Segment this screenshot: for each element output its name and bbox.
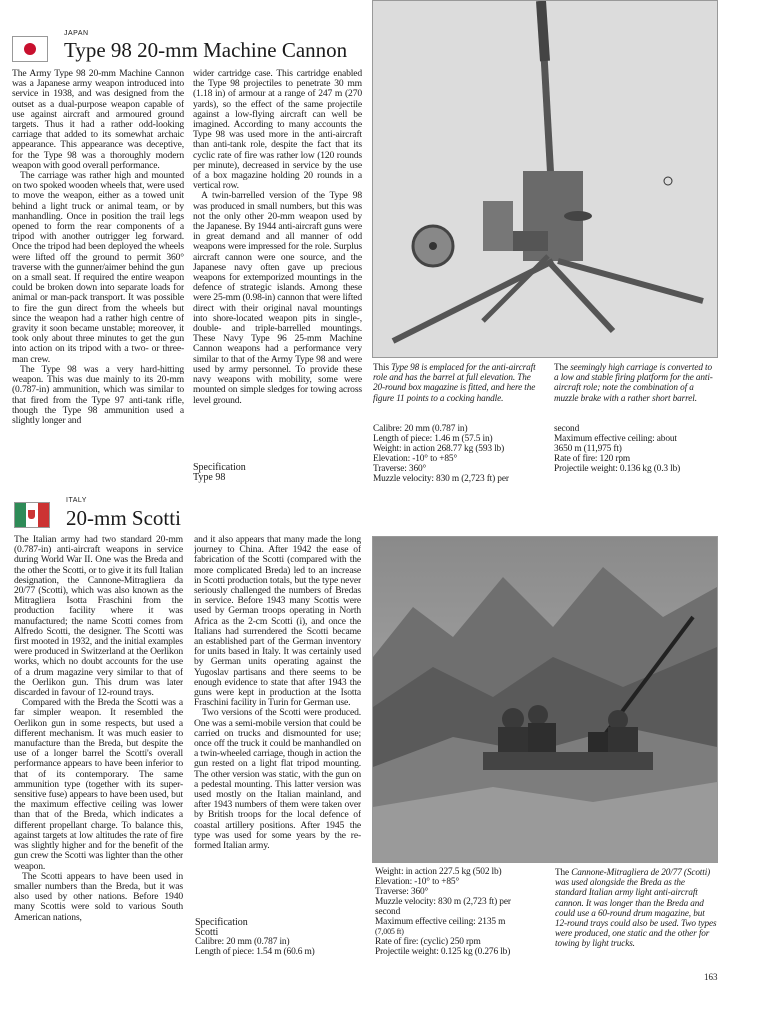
photo-caption-type98 [373,362,540,403]
spec-name: Scotti [195,927,219,938]
paragraph: The Italian army had two standard 20-mm (0.787-in) anti-aircraft weapons in service during World War II. One was the Breda and the other the Scotti, or to give it its full Italian designation, the Cannone-Mitragliera da 20/77 (Scotti), which was also known as the Mitragliera Isotta Fraschini from the production facility where it was manufactured; the name Scotti comes from Alfredo Scotti, the designer. The Scotti was first mooted in 1932, and the initial examples were produced in Switzerland at the Oerlikon works, which no doubt accounts for the use of a drum magazine very similar to that of the Oerlikon gun. This drum was later discarded in favour of 12-round trays. [14,535,183,699]
paragraph: The carriage was rather high and mounted on two spoked wooden wheels that, were used to move the weapon, either as a towed unit behind a light truck or animal team, or by manhandling. Once in position the trail legs opened to form the rear components of a tripod with another outrigger leg forward. Once the tripod had been deployed the wheels were lifted off the ground to permit 360° traverse with the gunner/aimer behind the gun on a small seat. If required the entire weapon could be broken down into separate loads for animal or man-pack transport. It was possible to fire the gun direct from the wheels but since the weapon had a rather high centre of gravity it soon became unstable; moreover, it took only about three minutes to get the gun into action on its tripod with a two- or three-man crew. [12,170,184,365]
spec-line: Calibre: 20 mm (0.787 in) [373,424,468,434]
spec-line: Rate of fire: 120 rpm [554,454,630,464]
type98-gun-illustration [373,1,717,357]
spec-line: Maximum effective ceiling: 2135 m [375,917,506,927]
spec-line: Projectile weight: 0.136 kg (0.3 lb) [554,464,681,474]
paragraph: The Scotti appears to have been used in smaller numbers than the Breda, but it was also used by other nations. Before 1940 many Scottis were sold to various South American nations, [14,870,183,923]
italy-flag [14,502,50,528]
paragraph: The Type 98 was a very hard-hitting weapon. This was due mainly to its 20-mm (0.787-in) ammunition, which was similar to that fired from the Type 97 anti-tank rifle, though the Type 98 ammunition used a slightly longer and [12,363,184,426]
paragraph: wider cartridge case. This cartridge enabled the Type 98 projectiles to penetrate 30 mm (1.18 in) of armour at a range of 247 m (270 yards), so the effect of the same projectile against a low-flying aircraft can well be imagined. According to many accounts the Type 98 was used more in the anti-aircraft than anti-tank role, despite the fact that its cyclic rate of fire was rather low (120 rounds per minute), decreased in service by the use of a box magazine holding 20 rounds in a vertical row. [193,69,362,192]
article-column-2 [194,535,361,907]
caption-lead: This [373,362,389,372]
italy-crest-icon [28,510,35,519]
spec-line: Maximum effective ceiling: about [554,434,677,444]
article-column-1 [14,535,183,960]
page-number: 163 [704,972,718,982]
spec-line: Elevation: -10° to +85° [375,877,460,887]
article-title-type98: Type 98 20-mm Machine Cannon [64,38,348,62]
article-column-1 [12,69,184,484]
spec-line: Weight: in action 268.77 kg (593 lb) [373,444,505,454]
spec-list-right [554,424,724,474]
photo-caption-scotti [555,867,718,949]
country-label-italy: ITALY [66,497,87,504]
paragraph: The Army Type 98 20-mm Machine Cannon was a Japanese army weapon introduced into service in 1938, and was designed from the outset as a dual-purpose weapon capable of use against aircraft and armoured ground targets. Thus it had a rather odd-looking carriage that added to its somewhat archaic appearance. This appearance was deceptive, for the Type 98 was a thoroughly modern weapon with good overall performance. [12,69,184,171]
spec-line: Muzzle velocity: 830 m (2,723 ft) per [373,474,509,484]
spec-list-scotti [195,937,365,957]
spec-line: second [375,907,401,917]
spec-list-left [373,424,548,484]
japan-flag [12,36,48,62]
spec-line: Elevation: -10° to +85° [373,454,458,464]
spec-line: Calibre: 20 mm (0.787 in) [195,937,290,947]
paragraph: A twin-barrelled version of the Type 98 was produced in small numbers, but this was not the only other 20-mm weapon used by the Japanese. By 1944 anti-aircraft guns were in great demand and all manner of odd weapons were impressed for the role. Surplus aircraft cannon were one source, and the Japanese navy often gave up precious weapons for extemporized mountings in the defence of strategic islands. Among these were 25-mm (0.98-in) cannon that were lifted direct with their original naval mountings into shore-located weapon pits in single-, double- and triple-barrelled mountings. These Navy Type 96 25-mm Machine Cannon weapons had a performance very similar to that of the Army Type 98 and were used by army personnel. To provide these navy weapons with mobility, some were mounted on simple sledges for towing across level ground. [193,190,362,406]
spec-heading: Specification [195,917,248,928]
spec-heading: Specification [193,462,246,473]
caption-text: seemingly high carriage is converted to a low and stable firing platform for the anti-aircraft role; note the combination of a muzzle brake with a rather short barrel. [554,362,713,403]
paragraph: Compared with the Breda the Scotti was a far simpler weapon. It resembled the Oerlikon gun in some respects, but used a different mechanism. It was much easier to manufacture than the Breda, but despite the use of a longer barrel the Scotti's overall performance appears to have been inferior to that of its contemporary. The same ammunition type (together with its super-sensitive fuse) appears to have been used, but the maximum effective ceiling was lower than that of the Breda, which indicates a different propellant charge. To balance this, against targets at low altitudes the rate of fire was slightly higher and for the benefit of the gun crew the Scotti was lighter than the other weapon. [14,697,183,872]
caption-text: Type 98 is emplaced for the anti-aircraft role and has the barrel at full elevation. The 20-round box magazine is fitted, and here the figure 11 points to a cocking handle. [373,362,536,403]
country-label-japan: JAPAN [64,30,89,37]
spec-line: Muzzle velocity: 830 m (2,723 ft) per [375,897,511,907]
scotti-landscape-illustration [373,537,717,862]
spec-line: Weight: in action 227.5 kg (502 lb) [375,867,502,877]
spec-line: second [554,424,580,434]
spec-line: Length of piece: 1.54 m (60.6 m) [195,947,315,957]
caption-lead: The [554,362,568,372]
japan-flag-sun-icon [24,43,36,55]
type98-photo [372,0,718,358]
spec-list-scotti-mid [375,867,550,957]
article-title-scotti: 20-mm Scotti [66,506,181,530]
spec-line: Traverse: 360° [375,887,429,897]
spec-line: Length of piece: 1.46 m (57.5 in) [373,434,493,444]
paragraph: and it also appears that many made the long journey to China. After 1942 the ease of fabrication of the Scotti (compared with the more complicated Breda) led to an increase in Scotti production totals, but the type never seriously challenged the numbers of Bredas in service. Before 1943 many Scottis were used by German troops operating in North Africa as the 2-cm Scotti (i), and once the Italians had surrendered the Scotti became an established part of the German inventory for units based in Italy. It was certainly used by German units operating against the Yugoslav partisans and there seems to be enough evidence to state that after 1943 the guns were kept in production at the Isotta Fraschini facility in Turin for German use. [194,535,361,709]
spec-name: Type 98 [193,472,226,483]
article-column-2 [193,69,362,464]
scotti-photo [372,536,718,863]
caption-text: Cannone-Mitragliera de 20/77 (Scotti) was used alongside the Breda as the standard Italian army light anti-aircraft cannon. It was longer than the Breda and could use a 60-round drum magazine, but 12-round trays could also be used. Two types were produced, one static and the other for towing by light trucks. [555,867,717,949]
spec-line: Rate of fire: (cyclic) 250 rpm [375,937,481,947]
spec-line: Traverse: 360° [373,464,427,474]
spec-line: (7,005 ft) [375,927,404,936]
photo-caption-type98-2 [554,362,714,403]
spec-line: Projectile weight: 0.125 kg (0.276 lb) [375,947,511,957]
caption-lead: The [555,867,569,877]
spec-line: 3650 m (11,975 ft) [554,444,622,454]
paragraph: Two versions of the Scotti were produced. One was a semi-mobile version that could be carried on trucks and dismounted for use; once off the truck it could be manhandled on a twin-wheeled carriage, though in action the gun rested on a light flat tripod mounting. The other version was static, with the gun on a pedestal mounting. This latter version was used mostly on the Italian mainland, and after 1943 numbers of them were taken over by British troops for the local defence of coastal artillery positions. After 1945 the type was used for some years by the re-formed Italian army. [194,707,361,852]
